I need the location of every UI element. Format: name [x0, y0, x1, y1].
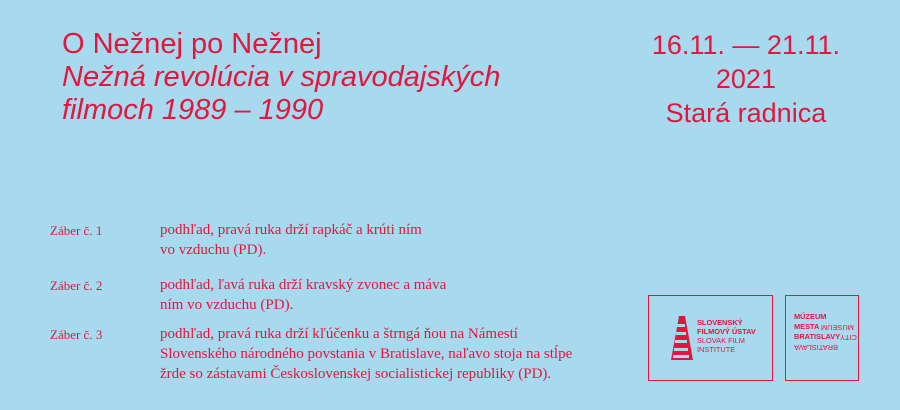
shot-description-line: Slovenského národného povstania v Bratislave, naľavo stoja na stĺpe [160, 346, 573, 362]
sfu-logo-text [697, 318, 756, 354]
shot-label: Záber č. 1 [50, 223, 103, 238]
exhibition-subtitle-line-2: filmoch 1989 – 1990 [62, 94, 324, 126]
city-museum-bratislava-logo [785, 295, 859, 381]
shot-label: Záber č. 3 [50, 327, 103, 342]
shot-description-line: podhľad, pravá ruka drží kľúčenku a štrngá ňou na Námestí [160, 326, 518, 342]
slovak-film-institute-logo [648, 295, 773, 381]
sfu-logo-line: SLOVENSKÝ [697, 318, 743, 327]
shot-description-line: ním vo vzduchu (PD). [160, 297, 294, 313]
exhibition-title: O Nežnej po Nežnej [62, 28, 322, 60]
event-year: 2021 [715, 64, 776, 94]
exhibition-subtitle-line-1: Nežná revolúcia v spravodajských [62, 61, 501, 93]
mmb-logo-line: MÚZEUM [794, 312, 827, 321]
mmb-logo-text [794, 312, 857, 352]
shot-description-line: podhľad, pravá ruka drží rapkáč a krúti ním [160, 222, 422, 238]
sfu-logo-line: INSTITUTE [697, 345, 736, 354]
mmb-logo-line: MESTA MUSEUM [794, 322, 854, 332]
shot-description-line: vo vzduchu (PD). [160, 242, 267, 258]
sfu-logo-line: FILMOVÝ ÚSTAV [697, 327, 756, 336]
event-dates: 16.11. — 21.11. [651, 30, 840, 60]
shot-description [160, 324, 572, 384]
mmb-logo-line: BRATISLAVYCITY [794, 332, 857, 342]
shot-description-line: podhľad, ľavá ruka drží kravský zvonec a máva [160, 277, 447, 293]
shot-description [160, 220, 422, 260]
shot-label: Záber č. 2 [50, 278, 103, 293]
shot-description [160, 275, 446, 315]
event-info [652, 28, 840, 130]
mmb-logo-line: BRATISLAVA [794, 343, 838, 352]
sfu-logo-line: SLOVAK FILM [697, 336, 745, 345]
film-tower-icon [667, 314, 695, 362]
event-venue: Stará radnica [665, 98, 827, 128]
shot-description-line: žrde so zástavami Československej socialistickej republiky (PD). [160, 366, 552, 382]
title-block [62, 28, 500, 127]
